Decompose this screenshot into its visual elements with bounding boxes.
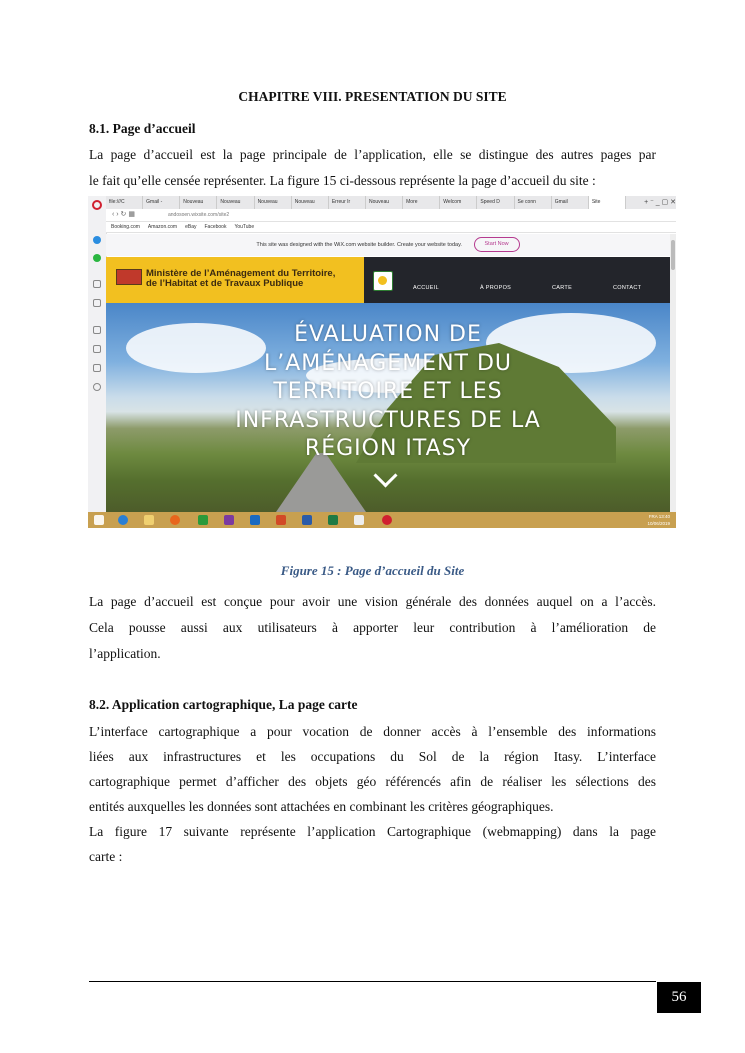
text-line: liées aux infrastructures et les occupations du Sol de la région Itasy. L’interface (89, 749, 656, 764)
browser-tab: Nouveau (292, 196, 329, 209)
hero-banner (106, 303, 670, 512)
browser-tab: Nouveau (255, 196, 292, 209)
browser-tab: Gmail (552, 196, 589, 209)
bookmark-item: Booking.com (111, 224, 140, 230)
figure-caption: Figure 15 : Page d’accueil du Site (280, 563, 465, 578)
browser-tab: Erreur Ir (329, 196, 366, 209)
site-header (106, 257, 670, 303)
hero-title-line: TERRITOIRE ET LES (273, 379, 503, 404)
page-number: 56 (657, 982, 701, 1013)
hero-title (106, 321, 670, 464)
text-line: La figure 17 suivante représente l’application Cartographique (webmapping) dans la page (89, 824, 656, 839)
nav-arrows-icon: ‹ › ↻ ▦ (112, 211, 135, 218)
system-tray (647, 513, 670, 527)
browser-tab-active: Site (589, 196, 626, 209)
paragraph-accueil (89, 142, 656, 194)
powerpoint-icon (276, 515, 286, 525)
scrollbar-thumb (671, 240, 675, 270)
outlook-icon (250, 515, 260, 525)
figure-screenshot-homepage (88, 196, 676, 528)
word-icon (302, 515, 312, 525)
hero-title-line: RÉGION ITASY (304, 436, 472, 461)
chevron-down-icon (373, 463, 397, 487)
text-line: entités auxquelles les données sont attachées en combinant les critères géographiques. (89, 799, 554, 814)
folder-icon (144, 515, 154, 525)
bookmark-item: eBay (185, 224, 197, 230)
search-icon (93, 280, 101, 288)
section-heading-accueil: 8.1. Page d’accueil (89, 121, 196, 136)
ie-icon (118, 515, 128, 525)
text-line: La page d’accueil est conçue pour avoir une vision générale des données auquel on a l’accès. (89, 594, 656, 609)
window-controls: + ⁻ _ ▢ ✕ (628, 196, 676, 209)
browser-tab: Welcom (440, 196, 477, 209)
chapter-title: CHAPITRE VIII. PRESENTATION DU SITE (238, 89, 507, 104)
text-line: carte : (89, 849, 123, 864)
footer-rule (89, 981, 656, 982)
firefox-icon (170, 515, 180, 525)
bookmark-item: YouTube (234, 224, 255, 230)
whatsapp-icon (93, 254, 101, 262)
browser-tab: Gmail - (143, 196, 180, 209)
nav-accueil: ACCUEIL (413, 285, 439, 291)
text-line: cartographique permet d’afficher des objets géo référencés afin de réaliser les sélections des (89, 774, 656, 789)
browser-tab: file:///C (106, 196, 143, 209)
browser-tab: Nouveau (366, 196, 403, 209)
browser-tab: Speed D (477, 196, 514, 209)
wix-banner (106, 234, 670, 256)
section-heading-carte: 8.2. Application cartographique, La page carte (89, 697, 358, 712)
opera-taskbar-icon (382, 515, 392, 525)
speed-dial-icon (93, 326, 101, 334)
tray-lang: FRA (648, 514, 658, 519)
start-now-button: Start Now (474, 237, 520, 252)
browser-tab: Nouveau (180, 196, 217, 209)
hero-title-line: L’AMÉNAGEMENT DU (263, 350, 513, 376)
ministry-line: de l’Habitat et de Travaux Publique (146, 278, 304, 289)
text-line: Cela pousse aussi aux utilisateurs à apporter leur contribution à l’amélioration de (89, 620, 656, 635)
hero-title-line: INFRASTRUCTURES DE LA (235, 407, 541, 433)
history-icon (93, 383, 101, 391)
text-line: le fait qu’elle censée représenter. La figure 15 ci-dessous représente la page d’accueil du site : (89, 173, 596, 188)
paragraph-carte (89, 719, 656, 869)
address-bar (106, 209, 676, 222)
heart-icon (93, 345, 101, 353)
bookmarks-bar (106, 222, 676, 233)
text-line: L’interface cartographique a pour vocation de donner accès à l’ensemble des informations (89, 724, 656, 739)
opera-logo-icon (92, 200, 102, 210)
browser-tab: Se conn (515, 196, 552, 209)
hero-title-line: ÉVALUATION DE (294, 322, 482, 347)
ministry-banner (106, 257, 364, 303)
paragraph-after-figure (89, 589, 656, 667)
bookmark-item: Facebook (204, 224, 227, 230)
tray-date: 10/06/2019 (647, 521, 670, 526)
scrollbar (670, 234, 676, 512)
onenote-icon (224, 515, 234, 525)
nav-a-propos: À PROPOS (480, 285, 512, 291)
store-icon (198, 515, 208, 525)
nav-contact: CONTACT (613, 285, 642, 291)
app-icon (354, 515, 364, 525)
tray-time: 13:40 (658, 514, 670, 519)
ministry-title (146, 269, 335, 289)
news-icon (93, 364, 101, 372)
send-icon (93, 299, 101, 307)
text-line: La page d’accueil est la page principale de l’application, elle se distingue des autres pages par (89, 147, 656, 162)
bookmark-item: Amazon.com (147, 224, 178, 230)
nav-carte: CARTE (552, 285, 573, 291)
excel-icon (328, 515, 338, 525)
wix-notice: This site was designed with the WiX.com website builder. Create your website today. (256, 242, 462, 248)
emblem-icon (373, 271, 393, 291)
browser-sidebar (88, 196, 107, 512)
messenger-icon (93, 236, 101, 244)
browser-tab: More (403, 196, 440, 209)
text-line: l’application. (89, 646, 161, 661)
url-text: andosoen.wixsite.com/site2 (168, 212, 230, 218)
windows-taskbar (88, 512, 676, 528)
browser-tab: Nouveau (217, 196, 254, 209)
ministry-line: Ministère de l’Aménagement du Territoire, (146, 268, 336, 279)
browser-tabs (106, 196, 676, 209)
windows-start-icon (94, 515, 104, 525)
flag-logo-icon (116, 269, 142, 285)
